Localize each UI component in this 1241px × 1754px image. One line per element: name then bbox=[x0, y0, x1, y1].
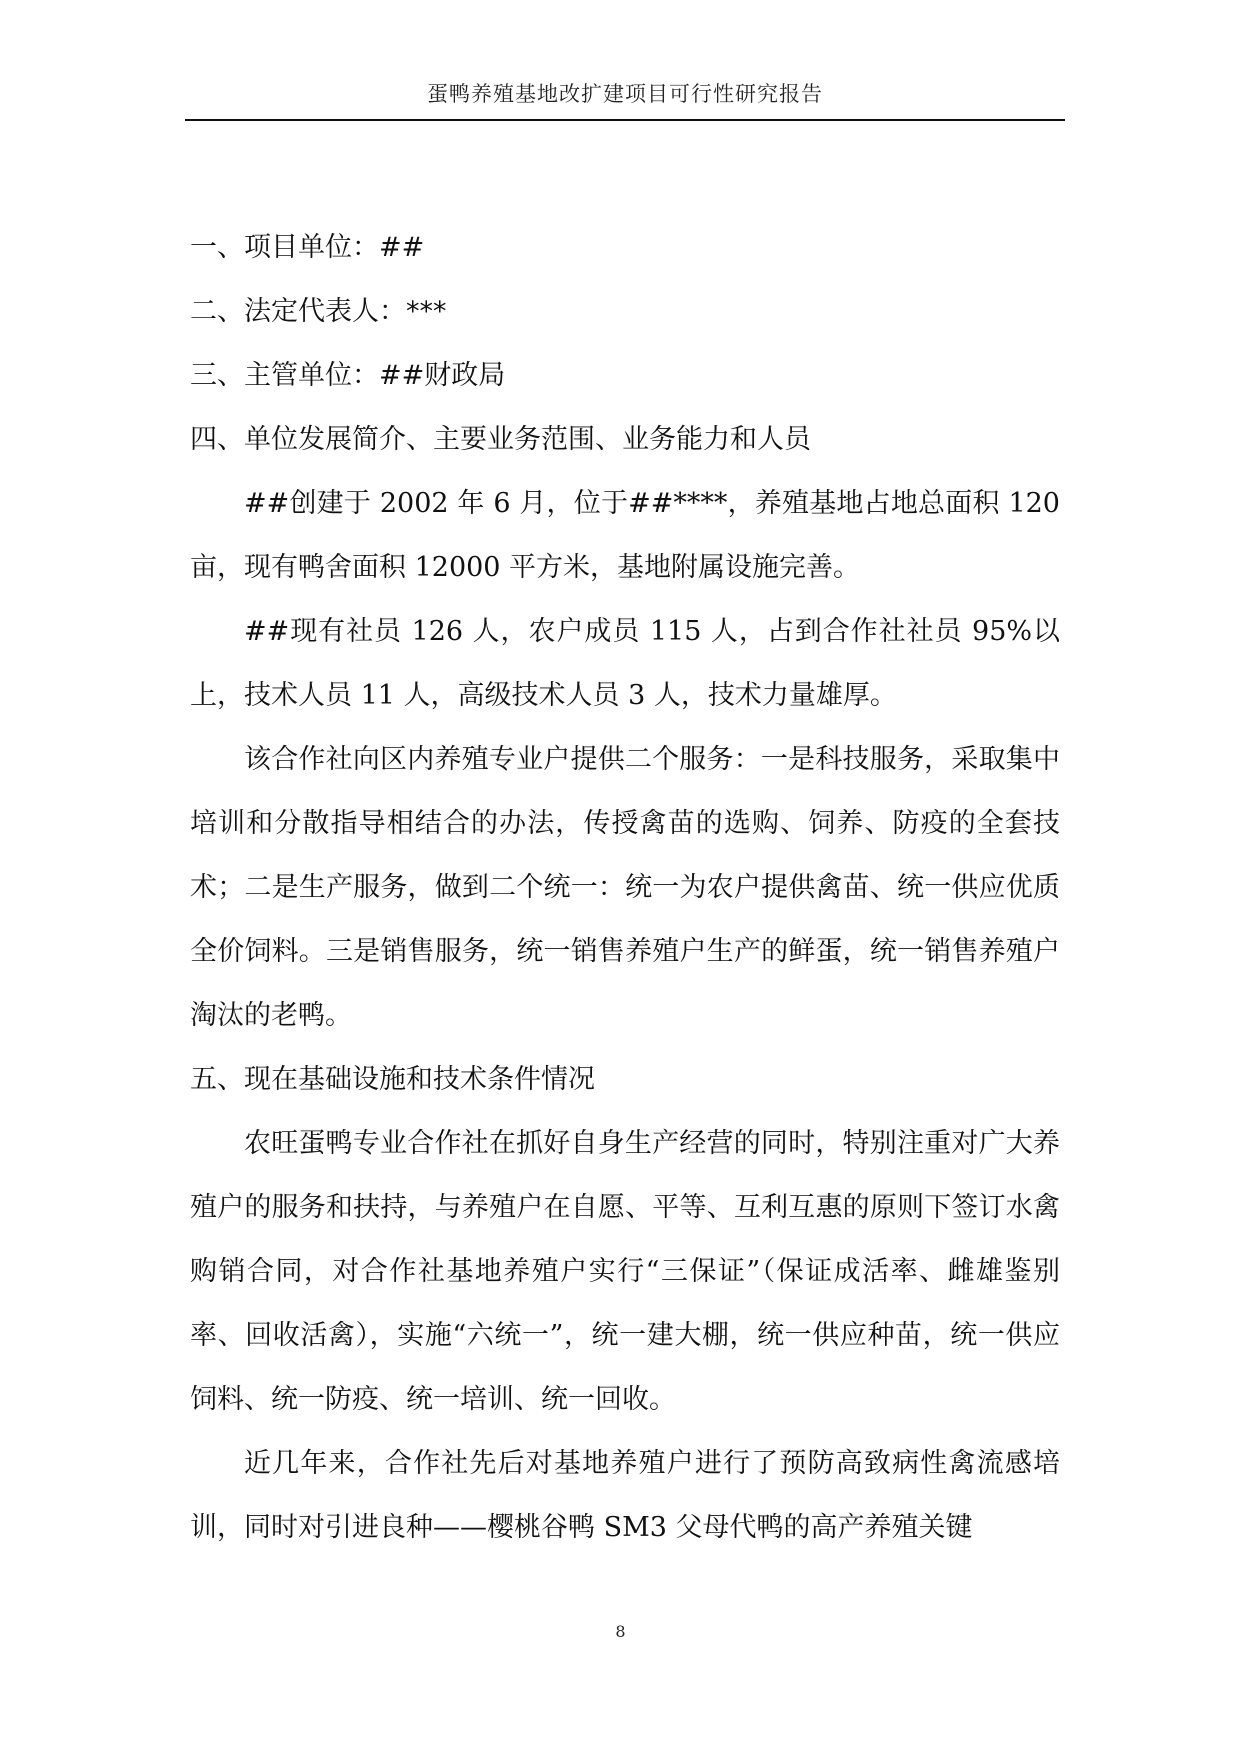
page-number: 8 bbox=[615, 1622, 626, 1641]
section-heading-project-unit: 一、项目单位：## bbox=[190, 232, 425, 263]
paragraph-services: 该合作社向区内养殖专业户提供二个服务：一是科技服务，采取集中培训和分散指导相结合的办法，传授禽苗的选购、饲养、防疫的全套技术；二是生产服务，做到二个统一：统一为农户提供禽苗、统一供应优质全价饲料。三是销售服务，统一销售养殖户生产的鲜蛋，统一销售养殖户淘汰的老鸭。 bbox=[190, 744, 1060, 1031]
paragraph-members: ##现有社员 126 人，农户成员 115 人，占到合作社社员 95%以上，技术人员 11 人，高级技术人员 3 人，技术力量雄厚。 bbox=[190, 616, 1060, 711]
section-heading-supervising-unit: 三、主管单位：##财政局 bbox=[190, 360, 506, 391]
section-heading-infrastructure: 五、现在基础设施和技术条件情况 bbox=[190, 1064, 595, 1095]
paragraph-founding: ##创建于 2002 年 6 月，位于##****，养殖基地占地总面积 120 亩，现有鸭舍面积 12000 平方米，基地附属设施完善。 bbox=[190, 488, 1060, 583]
section-heading-legal-representative: 二、法定代表人：*** bbox=[190, 296, 447, 327]
paragraph-training: 近几年来，合作社先后对基地养殖户进行了预防高致病性禽流感培训，同时对引进良种——樱桃谷鸭 SM3 父母代鸭的高产养殖关键 bbox=[190, 1448, 1060, 1543]
paragraph-support: 农旺蛋鸭专业合作社在抓好自身生产经营的同时，特别注重对广大养殖户的服务和扶持，与养殖户在自愿、平等、互利互惠的原则下签订水禽购销合同，对合作社基地养殖户实行“三保证”（保证成活率、雌雄鉴别率、回收活禽），实施“六统一”，统一建大棚，统一供应种苗，统一供应饲料、统一防疫、统一培训、统一回收。 bbox=[190, 1128, 1060, 1415]
header-divider bbox=[185, 119, 1065, 121]
document-body bbox=[190, 216, 1060, 1560]
running-header: 蛋鸭养殖基地改扩建项目可行性研究报告 bbox=[427, 82, 823, 106]
section-heading-unit-profile: 四、单位发展简介、主要业务范围、业务能力和人员 bbox=[190, 424, 811, 455]
